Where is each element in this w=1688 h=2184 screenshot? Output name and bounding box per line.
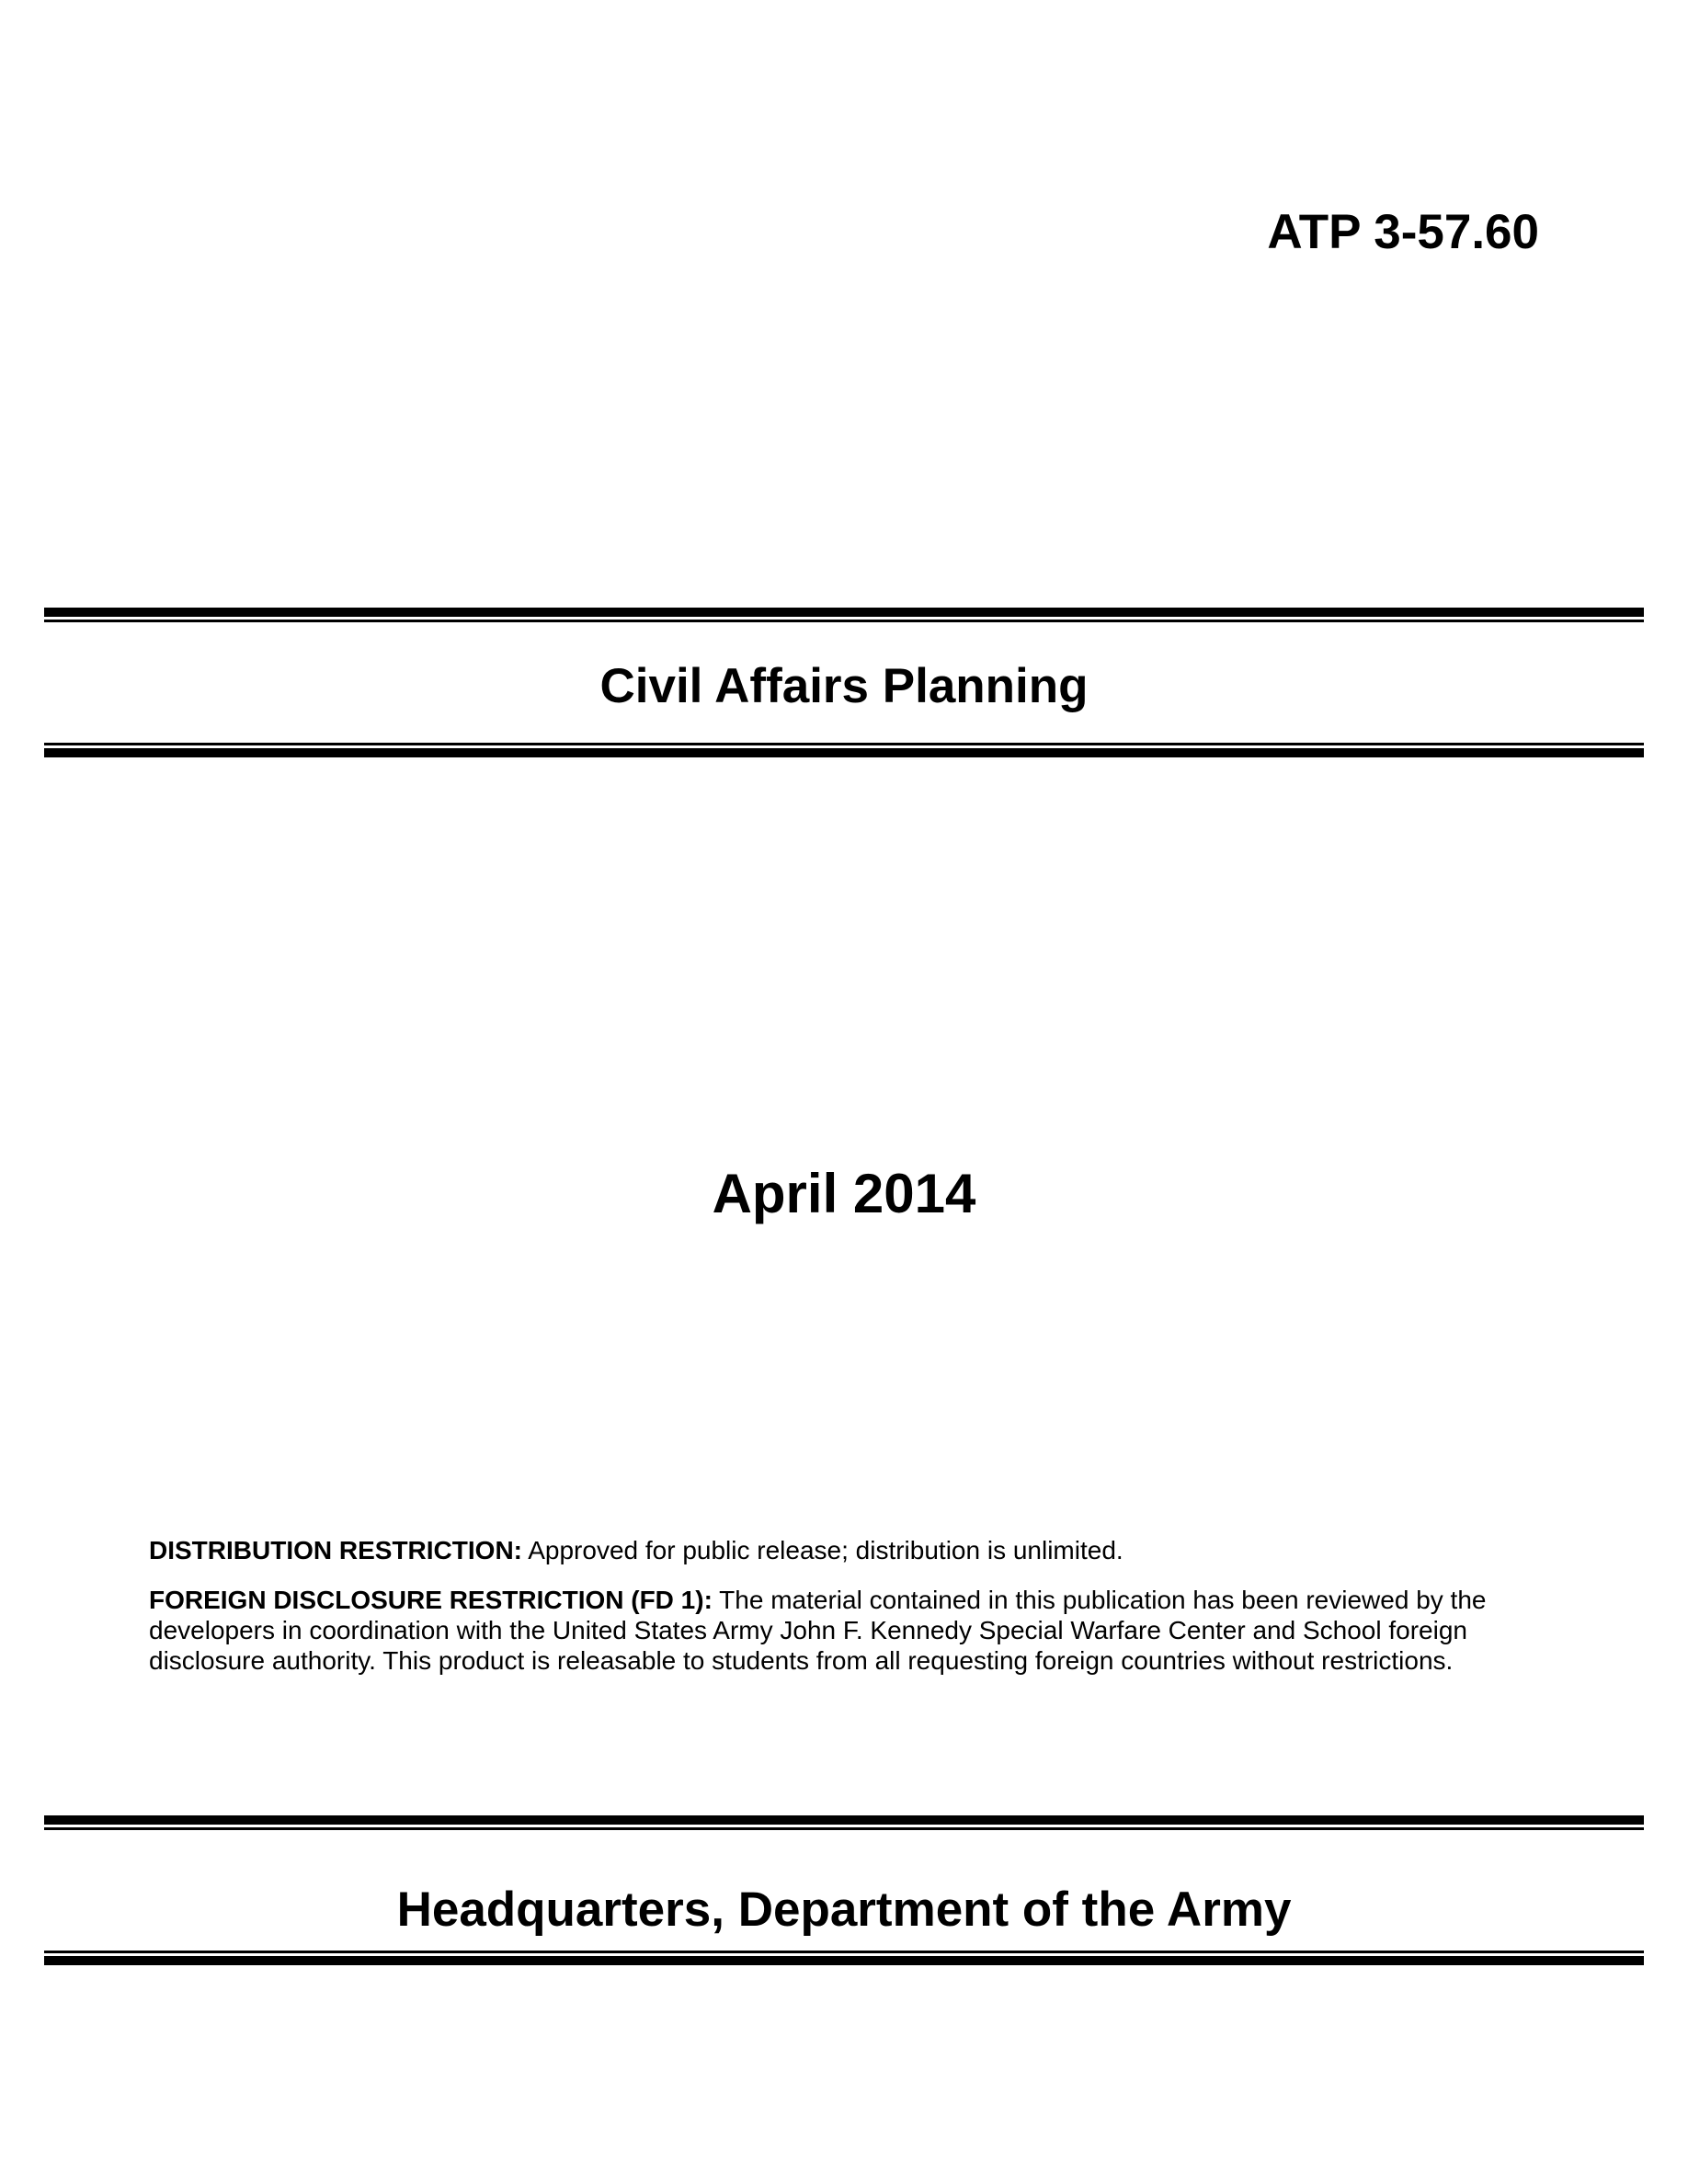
title-top-rule-thick (44, 608, 1644, 617)
publication-number: ATP 3-57.60 (1267, 205, 1539, 259)
distribution-restriction-label: DISTRIBUTION RESTRICTION: (149, 1536, 522, 1564)
foreign-disclosure-restriction (149, 1585, 1583, 1676)
footer-top-rule-thick (44, 1815, 1644, 1825)
foreign-disclosure-restriction-label: FOREIGN DISCLOSURE RESTRICTION (FD 1): (149, 1586, 713, 1614)
footer-bottom-rule-thick (44, 1956, 1644, 1965)
document-title: Civil Affairs Planning (599, 659, 1089, 713)
distribution-restriction-text: Approved for public release; distribution is unlimited. (522, 1536, 1123, 1564)
footer-bottom-rule-thin (44, 1951, 1644, 1953)
publication-date: April 2014 (712, 1163, 976, 1224)
issuing-organization: Headquarters, Department of the Army (396, 1883, 1292, 1937)
footer-top-rule-thin (44, 1827, 1644, 1830)
title-top-rule-thin (44, 620, 1644, 622)
title-bottom-rule-thin (44, 743, 1644, 745)
restrictions-block (149, 1535, 1583, 1695)
title-bottom-rule-thick (44, 748, 1644, 757)
distribution-restriction (149, 1535, 1583, 1565)
foreign-disclosure-restriction-text: The material contained in this publication has been reviewed by the developers in coordination with the United States Army John F. Kennedy Special Warfare Center and School foreign disclosure authority. This product is releasable to students from all requesting foreign countries without restrictions. (149, 1586, 1487, 1675)
